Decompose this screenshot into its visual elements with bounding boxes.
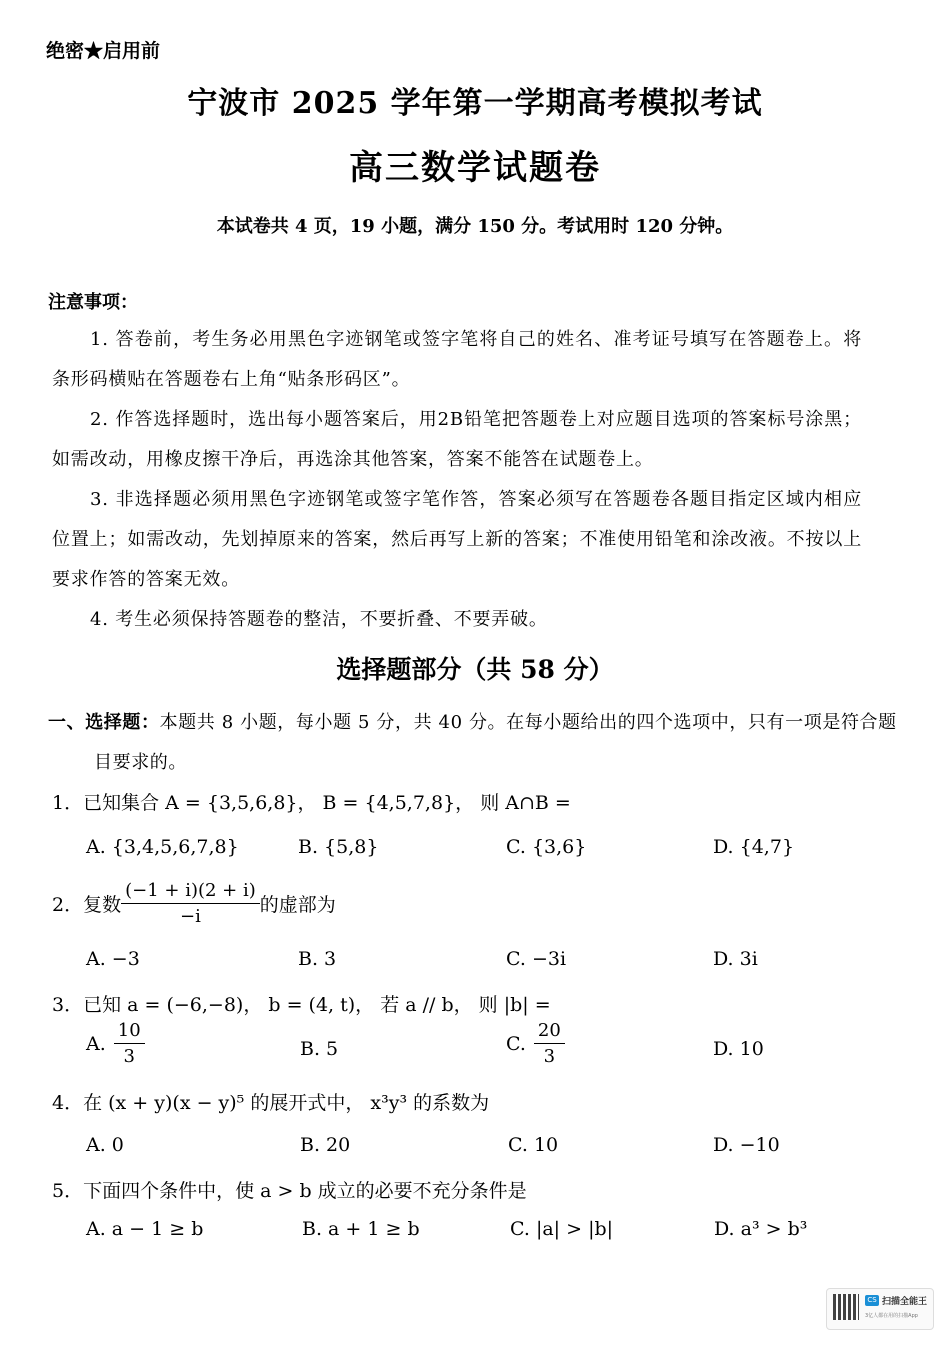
watermark-brand: 扫描全能王 (882, 1297, 928, 1307)
q2-option-a: A. −3 (86, 948, 140, 970)
q2-option-b: B. 3 (298, 948, 337, 970)
scanner-watermark (826, 1288, 934, 1330)
option-fraction (534, 1020, 565, 1067)
option-label: C. (506, 1032, 526, 1055)
q1-option-d: D. {4,7} (713, 836, 795, 858)
q2-option-c: C. −3i (506, 948, 567, 970)
question-number: 4． (52, 1092, 84, 1114)
notice-item-1: 1. 答卷前，考生务必用黑色字迹钢笔或签字笔将自己的姓名、准考证号填写在答题卷上。将条形码横贴在答题卷右上角“贴条形码区”。 (52, 329, 862, 390)
fraction-numerator: 20 (534, 1020, 565, 1044)
q3-option-b: B. 5 (300, 1038, 339, 1060)
question-stem: 已知 a = (−6,−8)， b = (4, t)， 若 a // b， 则 |b| = (83, 994, 551, 1016)
cs-logo-badge: CS (865, 1295, 879, 1306)
notice-item-3: 3. 非选择题必须用黑色字迹钢笔或签字笔作答，答案必须写在答题卷各题目指定区域内相应位置上；如需改动，先划掉原来的答案，然后再写上新的答案；不准使用铅笔和涂改液。不按以上要求作答的答案无效。 (52, 489, 862, 590)
question-5 (52, 1176, 527, 1203)
exam-info: 本试卷共 4 页，19 小题，满分 150 分。考试用时 120 分钟。 (216, 216, 734, 237)
qr-code-icon (833, 1294, 859, 1320)
question-number: 1． (52, 792, 84, 814)
q1-option-a: A. {3,4,5,6,7,8} (86, 836, 239, 858)
q5-option-a: A. a − 1 ≥ b (86, 1218, 204, 1240)
question-2 (52, 880, 336, 927)
question-stem-suffix: 的虚部为 (259, 894, 336, 916)
q2-option-d: D. 3i (713, 948, 758, 970)
fraction-numerator: (−1 + i)(2 + i) (121, 880, 260, 904)
question-number: 3． (52, 994, 84, 1016)
q4-option-a: A. 0 (86, 1134, 124, 1156)
paper-title: 高三数学试题卷 (349, 148, 601, 188)
watermark-tagline: 3亿人都在用的扫描App (865, 1313, 918, 1319)
q5-option-d: D. a³ > b³ (714, 1218, 808, 1240)
fraction-numerator: 10 (114, 1020, 145, 1044)
q5-option-b: B. a + 1 ≥ b (302, 1218, 420, 1240)
question-number: 5． (52, 1180, 84, 1202)
q1-option-b: B. {5,8} (298, 836, 379, 858)
question-number: 2． (52, 894, 84, 916)
complex-fraction (121, 880, 260, 927)
question-3 (52, 990, 551, 1017)
part-heading (48, 703, 914, 783)
fraction-denominator: 3 (543, 1046, 556, 1067)
notice-item-4: 4. 考生必须保持答题卷的整洁，不要折叠、不要弄破。 (90, 609, 548, 630)
question-stem-prefix: 复数 (83, 894, 122, 916)
q3-option-a (86, 1020, 145, 1067)
part-text: 本题共 8 小题，每小题 5 分，共 40 分。在每小题给出的四个选项中，只有一项是符合题目要求的。 (94, 712, 897, 773)
q5-option-c: C. |a| > |b| (510, 1218, 614, 1240)
q4-option-b: B. 20 (300, 1134, 351, 1156)
question-stem: 下面四个条件中，使 a > b 成立的必要不充分条件是 (83, 1180, 527, 1202)
question-stem: 已知集合 A = {3,5,6,8}， B = {4,5,7,8}， 则 A∩B = (83, 792, 571, 814)
q3-option-d: D. 10 (713, 1038, 764, 1060)
confidential-label: 绝密★启用前 (46, 40, 161, 62)
q1-option-c: C. {3,6} (506, 836, 587, 858)
question-1 (52, 788, 571, 815)
fraction-denominator: 3 (123, 1046, 135, 1067)
question-4 (52, 1088, 489, 1115)
part-label: 一、选择题： (48, 712, 160, 733)
option-fraction (114, 1020, 145, 1067)
question-stem: 在 (x + y)(x − y)⁵ 的展开式中， x³y³ 的系数为 (83, 1092, 490, 1114)
section-title: 选择题部分（共 58 分） (336, 655, 614, 684)
fraction-denominator: −i (180, 906, 201, 927)
q4-option-d: D. −10 (713, 1134, 780, 1156)
q4-option-c: C. 10 (508, 1134, 559, 1156)
notice-title: 注意事项： (48, 292, 138, 313)
option-label: A. (86, 1032, 106, 1055)
exam-title: 宁波市 2025 学年第一学期高考模拟考试 (187, 86, 763, 121)
q3-option-c (506, 1020, 565, 1067)
notice-item-2: 2. 作答选择题时，选出每小题答案后，用2B铅笔把答题卷上对应题目选项的答案标号涂黑；如需改动，用橡皮擦干净后，再选涂其他答案，答案不能答在试题卷上。 (52, 409, 862, 470)
